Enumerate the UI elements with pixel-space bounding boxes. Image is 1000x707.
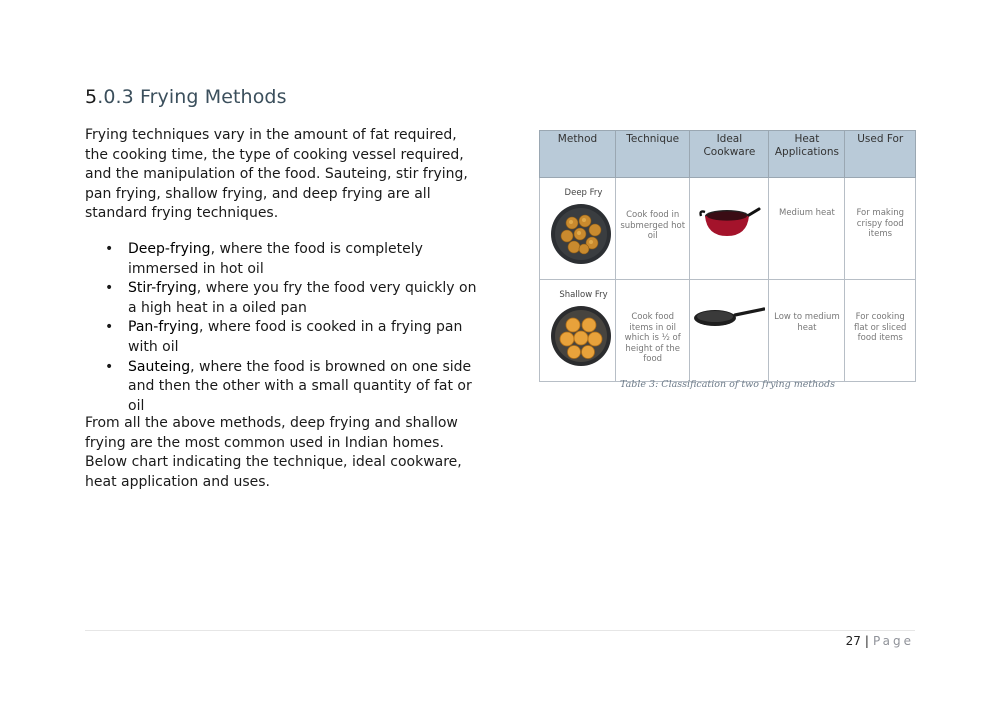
list-item [105, 358, 485, 417]
bullet-text: , where food is cooked in a frying pan with oil [128, 319, 463, 355]
table-row [540, 280, 916, 382]
section-title: Frying Methods [140, 86, 287, 108]
section-number-rest: .0.3 [97, 86, 134, 108]
bullet-icon: • [105, 280, 114, 297]
used-for-text: For cooking flat or sliced food items [854, 312, 907, 343]
used-for-text: For making crispy food items [856, 208, 904, 239]
header-cookware: Ideal Cookware [690, 131, 769, 178]
cookware-cell [690, 280, 769, 382]
bullet-term: Sauteing [128, 358, 191, 375]
list-item [105, 318, 485, 357]
bullet-text: , where the food is completely immersed in hot oil [128, 241, 423, 277]
heat-cell [769, 178, 845, 280]
intro-paragraph: Frying techniques vary in the amount of fat required, the cooking time, the type of cooking vessel required, and the manipulation of the food. Sauteing, stir frying, pan frying, shallow frying, and deep frying are all standard frying techniques. [85, 127, 468, 222]
technique-cell [616, 178, 690, 280]
header-used-for: Used For [845, 131, 916, 178]
page-label: Page [872, 634, 914, 648]
footer-divider [85, 630, 915, 631]
table-row [540, 178, 916, 280]
method-cell [540, 178, 616, 280]
bullet-text: , where you fry the food very quickly on a high heat in a oiled pan [128, 280, 477, 316]
section-number-first: 5 [85, 86, 98, 108]
heat-cell [769, 280, 845, 382]
footer-separator: | [864, 634, 869, 648]
bullet-term: Pan-frying [128, 319, 199, 336]
section-heading [85, 86, 287, 108]
bullet-term: Deep-frying [128, 241, 211, 257]
technique-text: Cook food items in oil which is ½ of height of the food [624, 312, 681, 364]
frying-methods-table-container [539, 130, 916, 382]
table-caption: Table 3: Classification of two frying methods [620, 379, 835, 390]
closing-paragraph: From all the above methods, deep frying and shallow frying are the most common used in Indian homes. Below chart indicating the technique, ideal cookware, heat application and uses. [85, 415, 462, 490]
list-item [105, 279, 485, 318]
heat-text: Medium heat [778, 208, 835, 218]
used-for-cell [845, 280, 916, 382]
method-name: Deep Fry [564, 188, 603, 198]
deep-fry-shrimp-photo [550, 203, 612, 265]
technique-cell [616, 280, 690, 382]
bullet-text: , where the food is browned on one side and then the other with a small quantity of fat or oil [128, 358, 472, 414]
bullet-term: Stir-frying [128, 280, 197, 297]
bullet-icon: • [105, 241, 114, 257]
header-technique: Technique [616, 131, 690, 178]
page-number: 27 [845, 634, 861, 648]
frying-methods-table [539, 130, 916, 382]
frying-methods-list [105, 240, 485, 416]
table-header-row [540, 131, 916, 178]
header-heat: Heat Applications [769, 131, 845, 178]
bullet-icon: • [105, 319, 114, 336]
heat-text: Low to medium heat [774, 312, 840, 333]
kadai-pan-icon [697, 202, 761, 240]
method-cell [540, 280, 616, 382]
header-method: Method [540, 131, 616, 178]
used-for-cell [845, 178, 916, 280]
frying-pan-icon [693, 304, 765, 334]
bullet-icon: • [105, 358, 114, 375]
page-footer [846, 634, 914, 648]
list-item [105, 240, 485, 279]
method-name: Shallow Fry [559, 290, 608, 300]
shallow-fry-patties-photo [550, 305, 612, 367]
cookware-cell [690, 178, 769, 280]
technique-text: Cook food in submerged hot oil [620, 210, 686, 241]
